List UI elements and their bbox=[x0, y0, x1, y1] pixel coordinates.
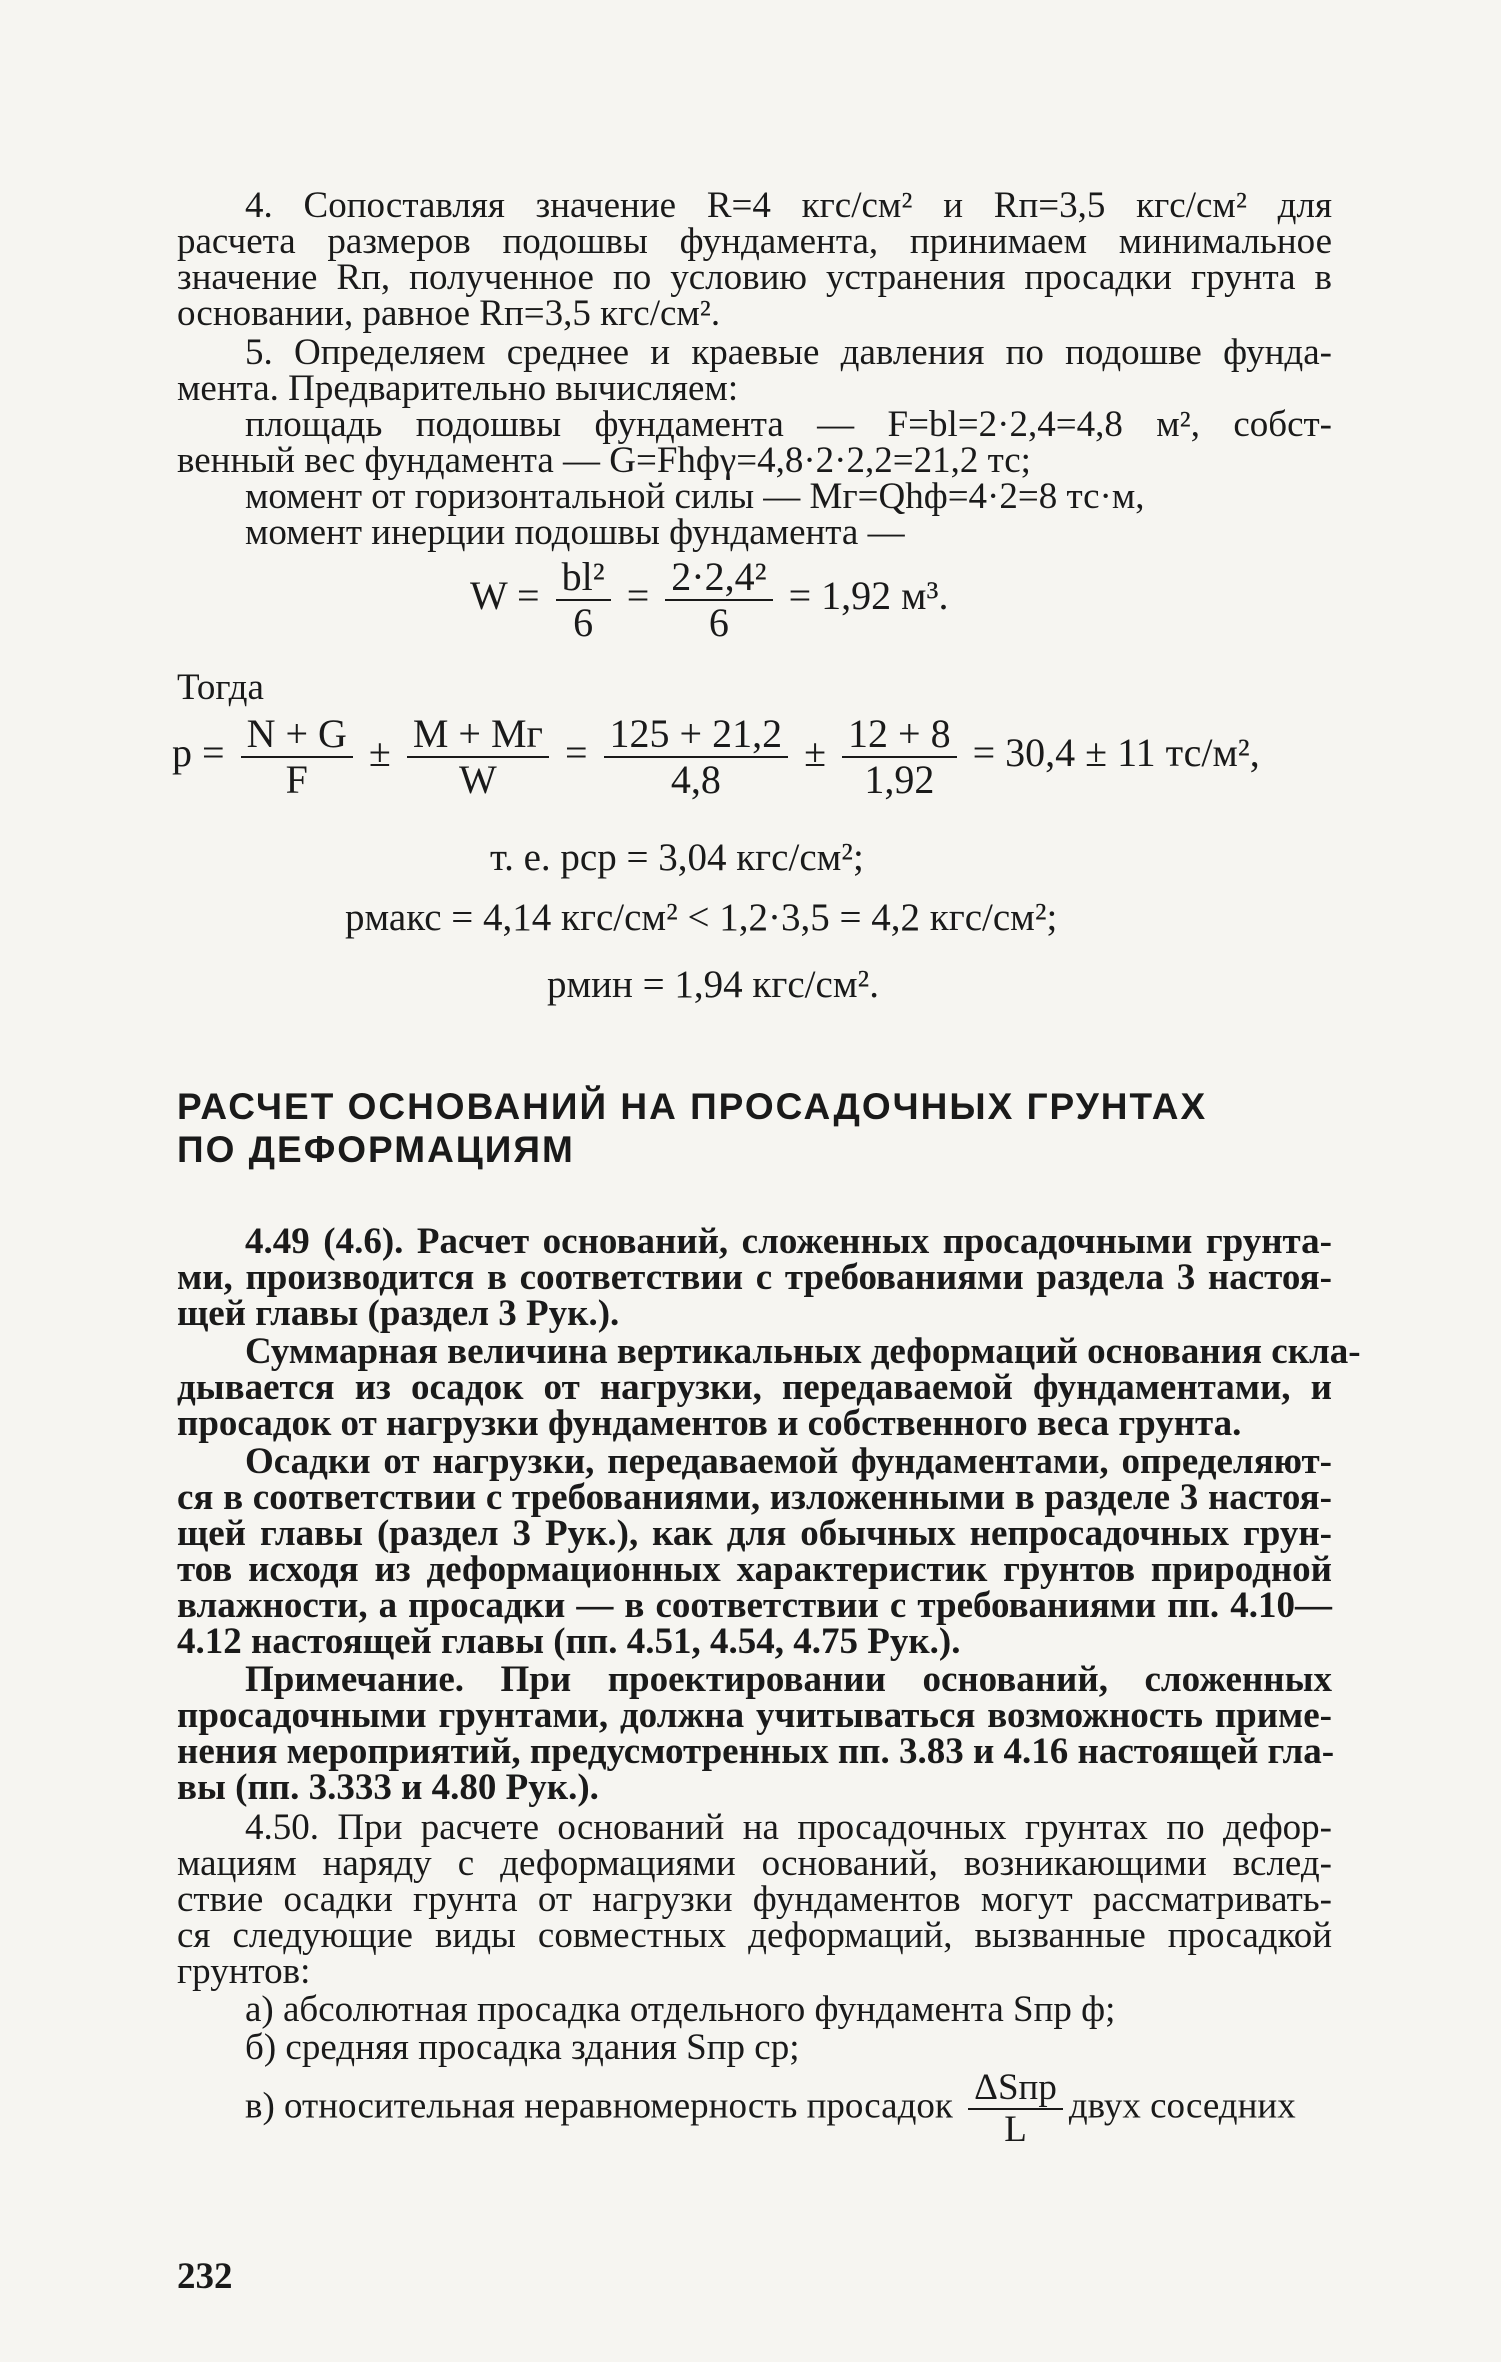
text-line: щей главы (раздел 3 Рук.). bbox=[177, 1293, 620, 1334]
text-line: мациям наряду с деформациями оснований, возникающими вслед- bbox=[177, 1843, 1332, 1884]
fraction bbox=[556, 555, 611, 645]
text-line: просадок от нагрузки фундаментов и собственного веса грунта. bbox=[177, 1403, 1242, 1444]
denominator: 1,92 bbox=[864, 757, 935, 802]
numerator: N + G bbox=[241, 712, 353, 758]
numerator: bl² bbox=[556, 555, 611, 601]
text-line: ствие осадки грунта от нагрузки фундаментов могут рассматривать- bbox=[177, 1879, 1332, 1920]
text-line: ся следующие виды совместных деформаций, вызванные просадкой bbox=[177, 1915, 1332, 1956]
text-line: 4.12 настоящей главы (пп. 4.51, 4.54, 4.75 Рук.). bbox=[177, 1621, 961, 1662]
fraction bbox=[968, 2068, 1063, 2150]
fraction bbox=[241, 712, 353, 802]
text-line: венный вес фундамента — G=Fhфγ=4,8·2·2,2=21,2 тс; bbox=[177, 440, 1031, 481]
text-line: тов исходя из деформационных характеристик грунтов природной bbox=[177, 1549, 1332, 1590]
fraction bbox=[604, 712, 789, 802]
numerator: 2·2,4² bbox=[665, 555, 772, 601]
text-line: Тогда bbox=[177, 667, 264, 708]
numerator: ΔSпр bbox=[968, 2068, 1063, 2110]
text-line: дывается из осадок от нагрузки, передаваемой фундаментами, и bbox=[177, 1367, 1332, 1408]
section-heading: ПО ДЕФОРМАЦИЯМ bbox=[177, 1129, 575, 1170]
denominator: L bbox=[1004, 2109, 1027, 2150]
numerator: 12 + 8 bbox=[842, 712, 957, 758]
text-line: вы (пп. 3.333 и 4.80 Рук.). bbox=[177, 1767, 599, 1808]
fraction bbox=[665, 555, 772, 645]
text-line: мента. Предварительно вычисляем: bbox=[177, 368, 739, 409]
page-number: 232 bbox=[177, 2256, 233, 2297]
text-line: Осадки от нагрузки, передаваемой фундаментами, определяют- bbox=[245, 1441, 1332, 1482]
list-item: б) средняя просадка здания Sпр ср; bbox=[245, 2027, 800, 2068]
text-line: просадочными грунтами, должна учитываться возможность приме- bbox=[177, 1695, 1332, 1736]
fraction bbox=[407, 712, 549, 802]
fraction bbox=[842, 712, 957, 802]
text-line: 4.49 (4.6). Расчет оснований, сложенных просадочными грунта- bbox=[245, 1221, 1332, 1262]
formula-rhs: = 1,92 м³. bbox=[788, 573, 949, 619]
text-line: момент от горизонтальной силы — Mг=Qhф=4·2=8 тс·м, bbox=[245, 476, 1145, 517]
formula-rhs: = 30,4 ± 11 тс/м², bbox=[972, 730, 1260, 776]
formula-lhs: W = bbox=[470, 573, 540, 619]
list-item: а) абсолютная просадка отдельного фундамента Sпр ф; bbox=[245, 1989, 1116, 2030]
denominator: W bbox=[459, 757, 497, 802]
text-line: ми, производится в соответствии с требованиями раздела 3 настоя- bbox=[177, 1257, 1332, 1298]
result-line: т. е. pср = 3,04 кгс/см²; bbox=[490, 836, 864, 879]
numerator: 125 + 21,2 bbox=[604, 712, 789, 758]
text-line: основании, равное Rп=3,5 кгс/см². bbox=[177, 293, 721, 334]
equals-sign: = bbox=[564, 730, 588, 776]
result-line: pмин = 1,94 кгс/см². bbox=[547, 963, 879, 1006]
denominator: 6 bbox=[708, 600, 729, 645]
formula-lhs: p = bbox=[172, 730, 225, 776]
text-line: площадь подошвы фундамента — F=bl=2·2,4=4,8 м², собст- bbox=[245, 404, 1332, 445]
plus-minus-sign: ± bbox=[804, 730, 827, 776]
list-item bbox=[245, 2068, 1332, 2150]
denominator: 4,8 bbox=[670, 757, 721, 802]
text-line: 4.50. При расчете оснований на просадочных грунтах по дефор- bbox=[245, 1807, 1332, 1848]
text-line: влажности, а просадки — в соответствии с требованиями пп. 4.10— bbox=[177, 1585, 1332, 1626]
text-line: момент инерции подошвы фундамента — bbox=[245, 512, 905, 553]
result-line: pмакс = 4,14 кгс/см² < 1,2·3,5 = 4,2 кгс/см²; bbox=[345, 896, 1058, 939]
section-heading: РАСЧЕТ ОСНОВАНИЙ НА ПРОСАДОЧНЫХ ГРУНТАХ bbox=[177, 1086, 1208, 1127]
denominator: 6 bbox=[573, 600, 594, 645]
text-line: Суммарная величина вертикальных деформаций основания скла- bbox=[245, 1331, 1361, 1372]
text-line: Примечание. При проектировании оснований, сложенных bbox=[245, 1659, 1332, 1700]
denominator: F bbox=[285, 757, 308, 802]
text-line: 5. Определяем среднее и краевые давления по подошве фунда- bbox=[245, 332, 1332, 373]
text-line: ся в соответствии с требованиями, изложенными в разделе 3 настоя- bbox=[177, 1477, 1332, 1518]
text-line: грунтов: bbox=[177, 1951, 311, 1992]
text-line: расчета размеров подошвы фундамента, принимаем минимальное bbox=[177, 221, 1332, 262]
list-item-text: в) относительная неравномерность просадок bbox=[245, 2085, 953, 2127]
numerator: M + Mг bbox=[407, 712, 549, 758]
list-item-text: двух соседних bbox=[1068, 2085, 1296, 2127]
text-line: нения мероприятий, предусмотренных пп. 3.83 и 4.16 настоящей гла- bbox=[177, 1731, 1335, 1772]
equals-sign: = bbox=[626, 573, 650, 619]
text-line: щей главы (раздел 3 Рук.), как для обычных непросадочных грун- bbox=[177, 1513, 1332, 1554]
text-line: 4. Сопоставляя значение R=4 кгс/см² и Rп=3,5 кгс/см² для bbox=[245, 185, 1332, 226]
plus-minus-sign: ± bbox=[368, 730, 391, 776]
formula-p bbox=[172, 712, 1260, 802]
formula-w bbox=[470, 555, 948, 645]
text-line: значение Rп, полученное по условию устранения просадки грунта в bbox=[177, 257, 1332, 298]
